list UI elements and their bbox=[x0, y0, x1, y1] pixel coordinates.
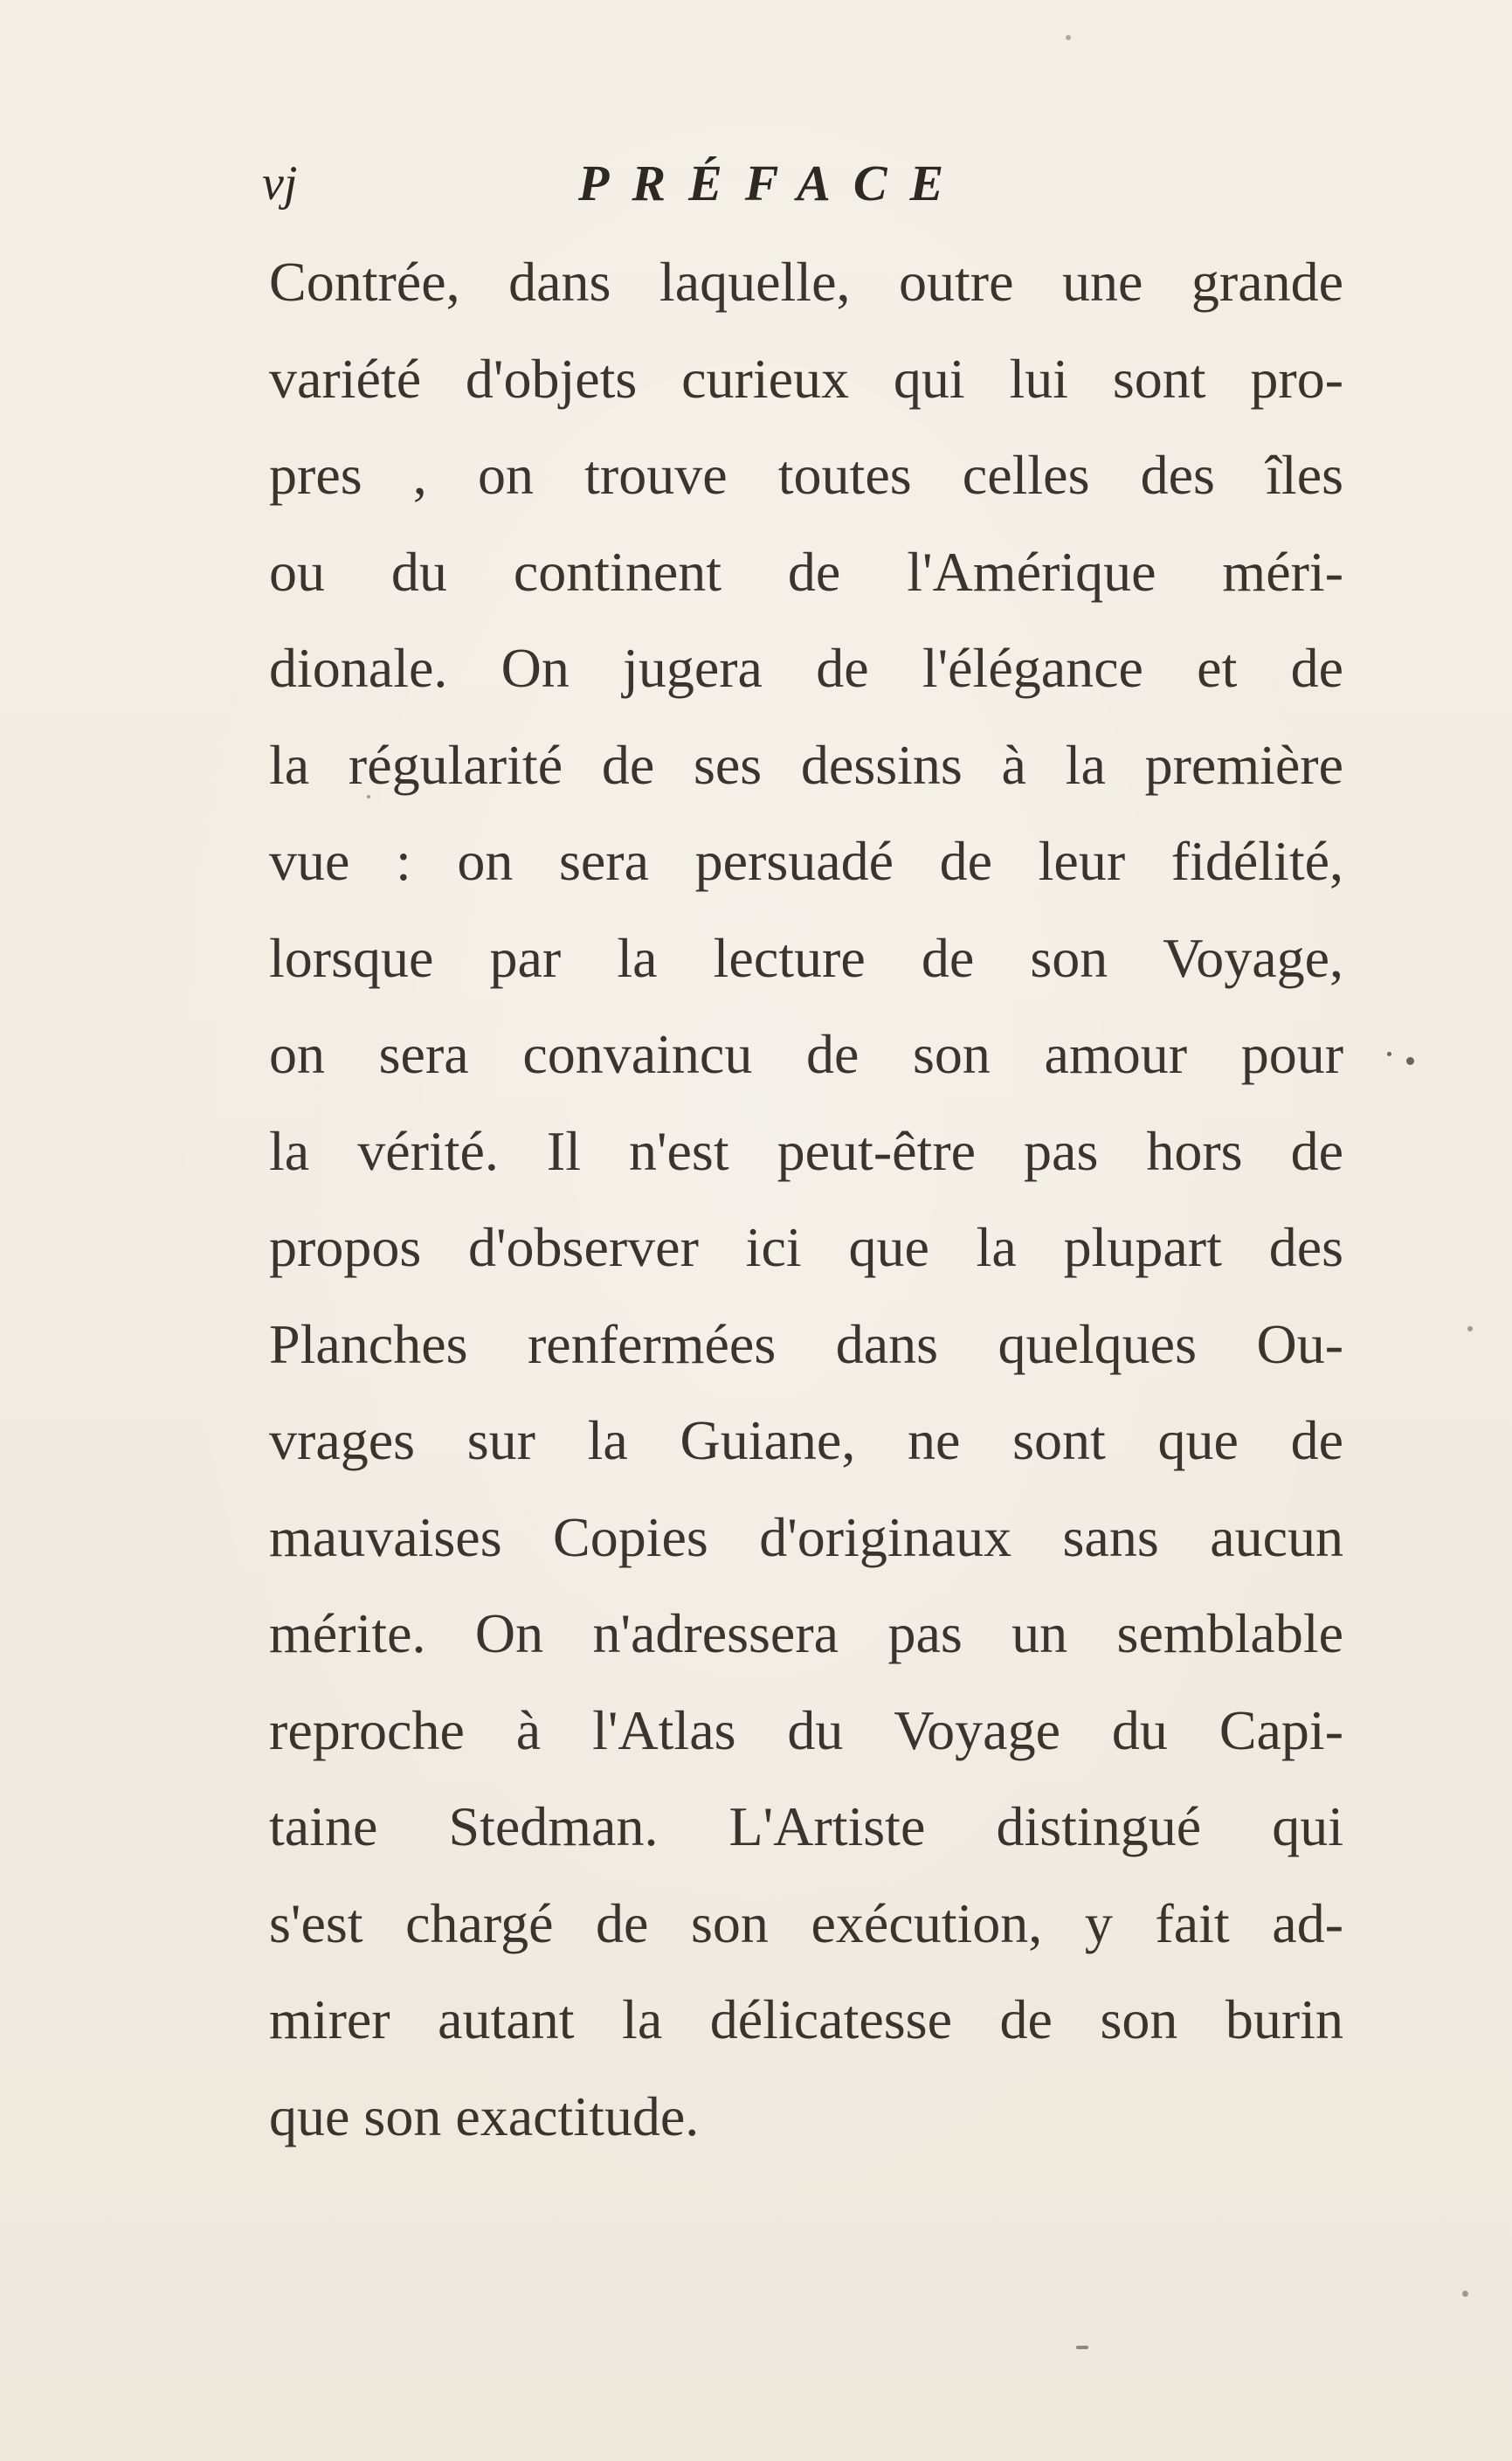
text-line: variété d'objets curieux qui lui sont pro- bbox=[269, 347, 1343, 410]
text-line: vrages sur la Guiane, ne sont que de bbox=[269, 1409, 1343, 1471]
paper-speck bbox=[1066, 35, 1071, 40]
running-title: PRÉFACE bbox=[578, 155, 967, 211]
text-line: mauvaises Copies d'originaux sans aucun bbox=[269, 1505, 1343, 1568]
text-line: taine Stedman. L'Artiste distingué qui bbox=[269, 1795, 1343, 1857]
paper-speck bbox=[1462, 2291, 1468, 2297]
text-line: vue : on sera persuadé de leur fidélité, bbox=[269, 830, 1343, 892]
body-text bbox=[269, 234, 1361, 2165]
page-number: vj bbox=[262, 156, 298, 211]
text-line: que son exactitude. bbox=[269, 2084, 700, 2147]
text-line: dionale. On jugera de l'élégance et de bbox=[269, 637, 1343, 699]
paper-speck bbox=[1406, 1057, 1414, 1065]
text-line: lorsque par la lecture de son Voyage, bbox=[269, 926, 1343, 989]
paper-speck bbox=[367, 795, 370, 798]
text-line: la vérité. Il n'est peut-être pas hors de bbox=[269, 1119, 1343, 1182]
text-line: pres , on trouve toutes celles des îles bbox=[269, 444, 1343, 506]
text-line: mirer autant la délicatesse de son burin bbox=[269, 1988, 1343, 2050]
text-line: on sera convaincu de son amour pour bbox=[269, 1023, 1343, 1085]
paper-speck bbox=[1387, 1052, 1391, 1056]
text-line: Contrée, dans laquelle, outre une grande bbox=[269, 251, 1343, 313]
paper-speck bbox=[1076, 2346, 1088, 2349]
text-line: Planches renfermées dans quelques Ou- bbox=[269, 1312, 1343, 1375]
text-line: reproche à l'Atlas du Voyage du Capi- bbox=[269, 1698, 1343, 1761]
page-header bbox=[262, 149, 1048, 218]
text-line: la régularité de ses dessins à la première bbox=[269, 733, 1343, 796]
paper-speck bbox=[1467, 1326, 1473, 1331]
text-line: propos d'observer ici que la plupart des bbox=[269, 1216, 1343, 1278]
text-line: mérite. On n'adressera pas un semblable bbox=[269, 1602, 1343, 1664]
text-line: s'est chargé de son exécution, y fait ad- bbox=[269, 1891, 1343, 1954]
text-line: ou du continent de l'Amérique méri- bbox=[269, 540, 1343, 603]
